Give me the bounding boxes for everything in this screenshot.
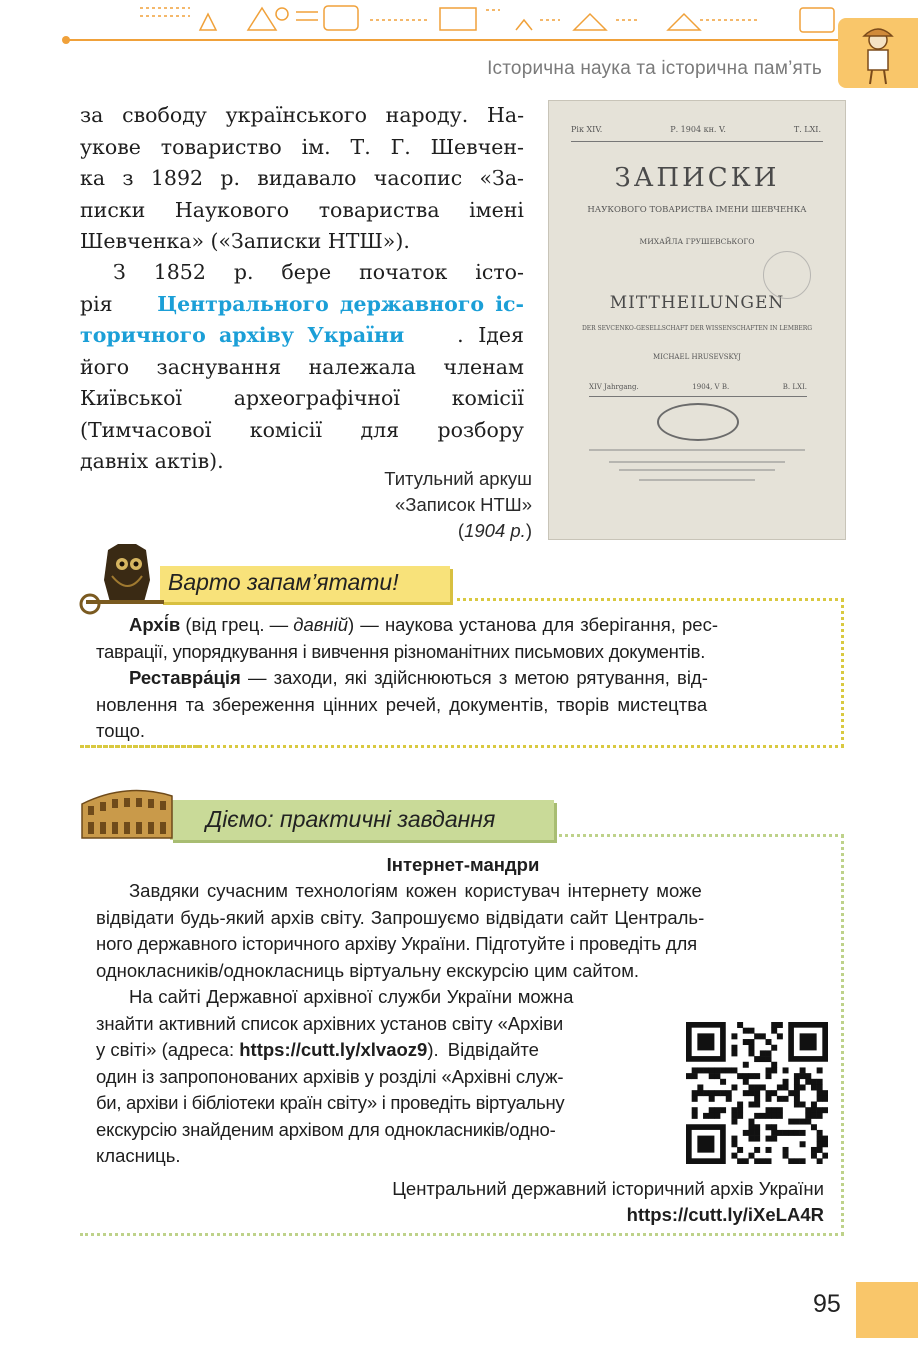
tasks-paragraph-1 xyxy=(96,878,830,984)
task-line: класниць. xyxy=(96,1145,181,1166)
task-line: Завдяки сучасним технологіям кожен користувач інтернету може xyxy=(129,880,702,901)
definition-line: Архі́в (від грец. — давній) — наукова установа для зберігання, рес- xyxy=(129,614,718,635)
task-line: однокласників/однокласниць віртуальну екскурсію цим сайтом. xyxy=(96,959,640,981)
text-line: торичного архіву України . Ідея xyxy=(80,320,524,352)
text-line: Київської археографічної комісії xyxy=(80,386,524,410)
task-line: ного державного історичного архіву України. Підготуйте і проведіть для xyxy=(96,933,697,954)
archives-world-link[interactable]: https://cutt.ly/xlvaoz9 xyxy=(239,1039,428,1060)
header-rule-dot xyxy=(62,36,70,44)
page-number-tab xyxy=(856,1282,918,1338)
text-line: укове товариство ім. Т. Г. Шевчен- xyxy=(80,134,524,159)
remember-box-top-border xyxy=(450,598,844,601)
text-line: писки Наукового товариства імені xyxy=(80,197,524,222)
remember-title: Варто запам’ятати! xyxy=(168,569,399,595)
text-line: ка з 1892 р. видавало часопис «За- xyxy=(80,166,524,190)
header-rule xyxy=(66,39,856,41)
photo-title: ЗАПИСКИ xyxy=(614,163,780,193)
tasks-subtitle: Інтернет-мандри xyxy=(386,854,540,875)
photo-german-sub2: MICHAEL HRUSEVSKYJ xyxy=(653,353,741,361)
task-line: знайти активний список архівних установ світу «Архіви xyxy=(96,1012,564,1034)
definition-line: Реставра́ція — заходи, які здійснюються з метою рятування, від- xyxy=(129,667,708,688)
photo-rule xyxy=(589,396,807,397)
task-line: один із запропонованих архівів у розділі «Архівні служ- xyxy=(96,1065,564,1087)
page-number: 95 xyxy=(813,1290,841,1318)
tasks-box-top-border xyxy=(554,834,844,837)
explorer-icon xyxy=(838,18,918,88)
photo-library-stamp xyxy=(763,251,811,299)
term-restoration: Реставра́ція xyxy=(129,667,241,688)
text-line: Шевченка» («Записки НТШ»). xyxy=(80,229,410,253)
text-line: давніх актів). xyxy=(80,449,224,473)
image-caption xyxy=(384,466,532,544)
tasks-paragraph-2 xyxy=(96,984,664,1170)
photo-title-sub: НАУКОВОГО ТОВАРИСТВА ІМЕНИ ШЕВЧЕНКА xyxy=(587,205,807,215)
task-line: у світі» (адреса: https://cutt.ly/xlvaoz9 ). Відвідайте xyxy=(96,1037,664,1064)
definition-line: новлення та збереження цінних речей, документів, творів мистецтва xyxy=(96,693,708,715)
photo-rule xyxy=(571,141,823,142)
definition-line: таврації, упорядкування і вивчення різноманітних письмових документів. xyxy=(96,640,706,662)
photo-german-title: MITTHEILUNGEN xyxy=(609,293,785,313)
colosseum-icon xyxy=(78,782,176,840)
task-line: відвідати будь-який архів світу. Запрошуємо відвідати сайт Централь- xyxy=(96,906,705,928)
archive-name-highlight: торичного архіву України xyxy=(80,323,405,347)
task-line: екскурсію знайденим архівом для однокласників/одно- xyxy=(96,1118,556,1140)
photo-stamp xyxy=(657,403,739,441)
explorer-badge xyxy=(838,18,918,88)
owl-icon xyxy=(78,540,168,620)
text-line: за свободу українського народу. На- xyxy=(80,103,524,127)
header-decoration xyxy=(0,0,918,40)
text-line: (Тимчасової комісії для розбору xyxy=(80,417,524,442)
archive-link-caption: Центральний державний історичний архів України xyxy=(392,1178,824,1199)
task-line: би, архіви і бібліотеки країн світу» і проведіть віртуальну xyxy=(96,1092,565,1113)
remember-box-bottom-left xyxy=(80,745,200,748)
photo-german-sub: DER ŠEVČENKO-GESELLSCHAFT DER WISSENSCHAFTEN IN LEMBERG xyxy=(581,325,813,332)
archive-link-url[interactable]: https://cutt.ly/iXeLA4R xyxy=(626,1204,824,1225)
running-head: Історична наука та історична пам’ять xyxy=(487,58,822,79)
paragraph-1 xyxy=(80,100,524,258)
qr-code[interactable] xyxy=(686,1022,828,1164)
photo-bottom-line: XIV Jahrgang. 1904, V B. B. LXI. xyxy=(589,383,807,391)
term-archive: Архі́в xyxy=(129,614,181,635)
photo-top-line: Рік XIV. Р. 1904 кн. V. Т. LXI. xyxy=(571,125,821,134)
caption-line: (1904 р.) xyxy=(457,520,532,541)
photo-title-sub2: МИХАЙЛА ГРУШЕВСЬКОГО xyxy=(639,237,755,246)
caption-line: Титульний аркуш xyxy=(384,468,532,489)
archive-name-highlight: Центрального державного іс- xyxy=(157,291,524,316)
journal-title-page-image xyxy=(548,100,846,540)
photo-imprint-lines xyxy=(579,446,815,486)
text-line: рія Центрального державного іс- xyxy=(80,289,524,321)
paragraph-2 xyxy=(80,257,524,478)
tasks-title: Діємо: практичні завдання xyxy=(206,806,496,832)
tasks-box-bottom-border xyxy=(80,1233,844,1236)
task-line: На сайті Державної архівної служби України можна xyxy=(129,986,574,1007)
caption-line: «Записок НТШ» xyxy=(395,494,532,515)
text-line: його заснування належала членам xyxy=(80,354,524,379)
remember-content xyxy=(96,612,830,745)
text-line: З 1852 р. бере початок істо- xyxy=(113,260,524,284)
definition-line: тощо. xyxy=(96,720,145,741)
tasks-box-right-border xyxy=(841,834,844,1236)
